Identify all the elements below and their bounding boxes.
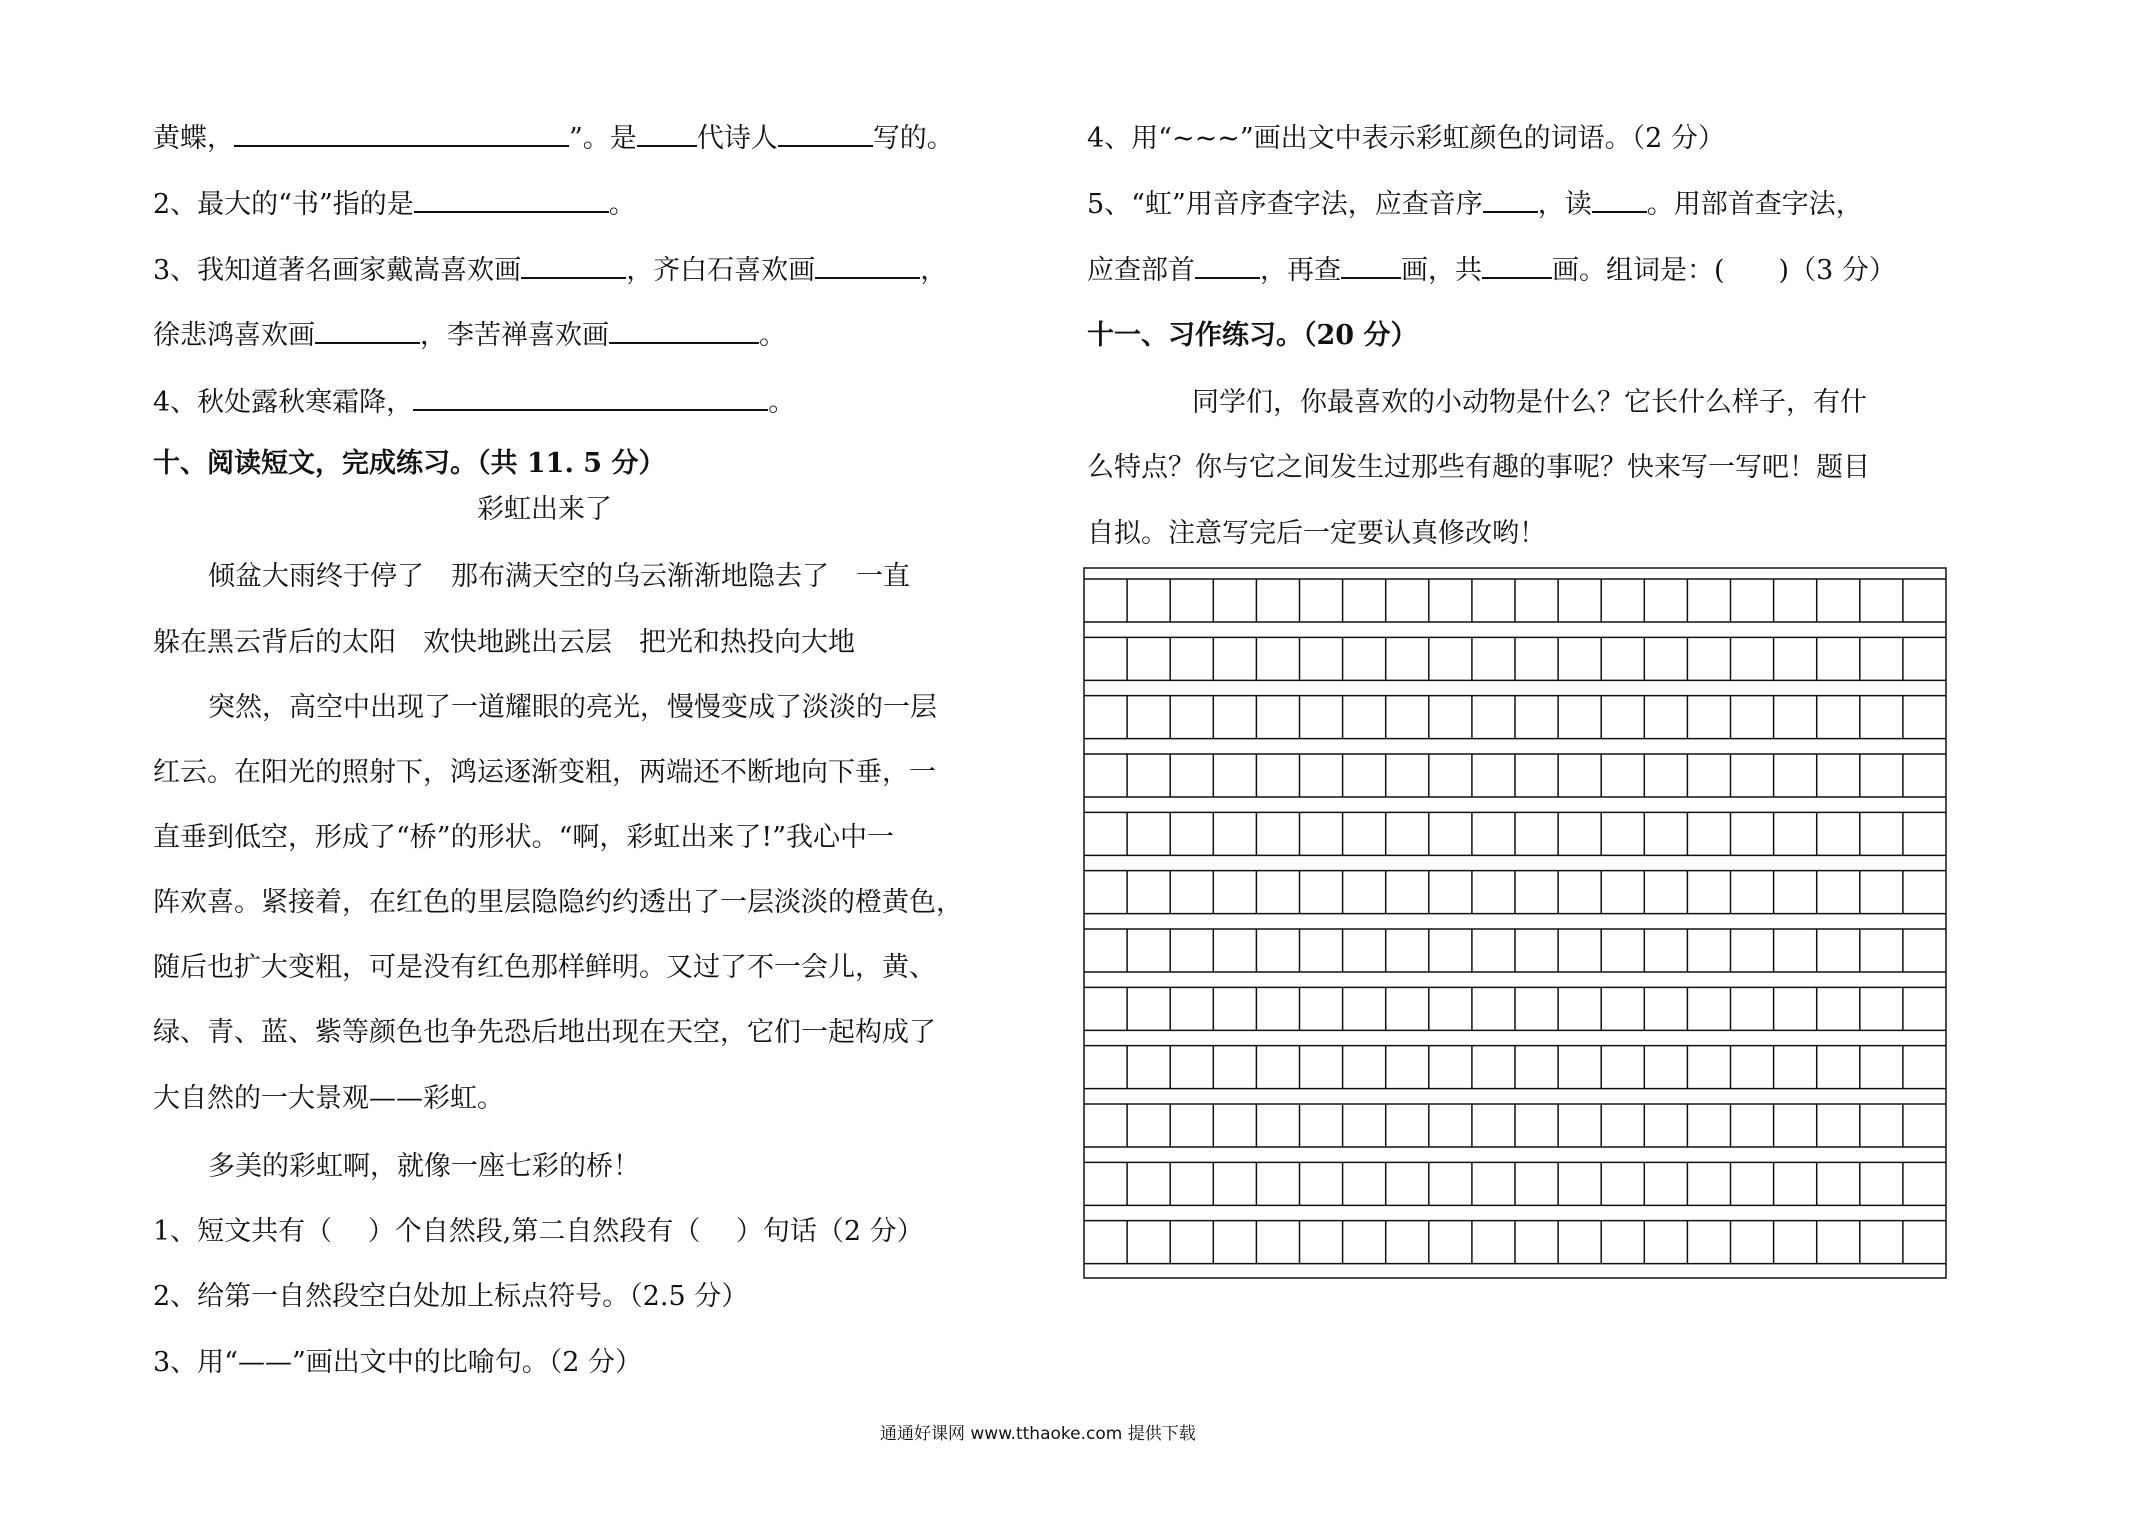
footer-credit: 通通好课网 www.tthaoke.com 提供下载 <box>880 1424 1196 1444</box>
reading-question-2: 2、给第一自然段空白处加上标点符号。（2.5 分） <box>153 1281 749 1312</box>
question-3-cont <box>153 318 786 356</box>
answer-blank[interactable] <box>234 121 569 147</box>
text: 。用部首查字法， <box>1646 189 1863 220</box>
passage-line: 倾盆大雨终于停了 那布满天空的乌云渐渐地隐去了 一直 <box>208 561 910 592</box>
reading-question-4: 4、用“~~~”画出文中表示彩虹颜色的词语。（2 分） <box>1087 123 1725 154</box>
passage-title: 彩虹出来了 <box>477 494 612 525</box>
fill-line-1 <box>153 121 954 159</box>
passage-line: 随后也扩大变粗，可是没有红色那样鲜明。又过了不一会儿，黄、 <box>153 952 936 983</box>
text: 3、我知道著名画家戴嵩喜欢画 <box>153 255 522 286</box>
writing-grid[interactable] <box>1083 567 1947 1279</box>
section-11-heading: 十一、习作练习。（20 分） <box>1087 320 1418 351</box>
question-2 <box>153 187 636 225</box>
answer-blank[interactable] <box>778 121 873 147</box>
answer-blank[interactable] <box>1195 253 1260 279</box>
answer-blank[interactable] <box>1483 187 1538 213</box>
text: 写的。 <box>872 123 954 154</box>
text: 代诗人 <box>696 123 778 154</box>
passage-line: 躲在黑云背后的太阳 欢快地跳出云层 把光和热投向大地 <box>153 627 855 658</box>
question-4 <box>153 385 795 423</box>
text: 。 <box>759 320 786 351</box>
answer-blank[interactable] <box>815 253 920 279</box>
text: ， <box>920 255 948 286</box>
passage-line: 绿、青、蓝、紫等颜色也争先恐后地出现在天空，它们一起构成了 <box>153 1017 936 1048</box>
text: 画。组词是：( )（3 分） <box>1552 255 1896 286</box>
answer-blank[interactable] <box>413 385 768 411</box>
answer-blank[interactable] <box>609 318 759 344</box>
text: 画，共 <box>1401 255 1482 286</box>
reading-question-1: 1、短文共有（ ）个自然段,第二自然段有（ ）句话（2 分） <box>153 1216 924 1247</box>
text: 2、最大的“书”指的是 <box>153 189 414 220</box>
passage-line: 红云。在阳光的照射下，鸿运逐渐变粗，两端还不断地向下垂，一 <box>153 757 936 788</box>
answer-blank[interactable] <box>1592 187 1647 213</box>
reading-question-3: 3、用“——”画出文中的比喻句。（2 分） <box>153 1347 643 1378</box>
writing-prompt: 自拟。注意写完后一定要认真修改哟！ <box>1087 518 1546 549</box>
reading-question-5 <box>1087 187 1863 225</box>
text: 4、秋处露秋寒霜降， <box>153 387 414 418</box>
answer-blank[interactable] <box>637 121 697 147</box>
text: 。 <box>768 387 796 418</box>
text: 黄蝶， <box>153 123 234 154</box>
passage-line: 直垂到低空，形成了“桥”的形状。“啊，彩虹出来了!”我心中一 <box>153 822 895 853</box>
writing-prompt: 同学们，你最喜欢的小动物是什么？它长什么样子，有什 <box>1192 387 1867 418</box>
passage-line: 突然，高空中出现了一道耀眼的亮光，慢慢变成了淡淡的一层 <box>208 692 937 723</box>
reading-question-5-cont <box>1087 253 1896 291</box>
text: ，读 <box>1537 189 1592 220</box>
text: 。 <box>608 189 636 220</box>
passage-line: 多美的彩虹啊，就像一座七彩的桥！ <box>208 1151 640 1182</box>
text: ”。是 <box>569 123 637 154</box>
answer-blank[interactable] <box>521 253 626 279</box>
text: ，李苦禅喜欢画 <box>420 320 609 351</box>
passage-line: 阵欢喜。紧接着，在红色的里层隐隐约约透出了一层淡淡的橙黄色， <box>153 887 963 918</box>
text: 应查部首 <box>1087 255 1195 286</box>
answer-blank[interactable] <box>315 318 420 344</box>
text: ，齐白石喜欢画 <box>626 255 816 286</box>
answer-blank[interactable] <box>1341 253 1401 279</box>
answer-blank[interactable] <box>1482 253 1552 279</box>
text: 徐悲鸿喜欢画 <box>153 320 315 351</box>
text: 5、“虹”用音序查字法，应查音序 <box>1087 189 1483 220</box>
answer-blank[interactable] <box>414 187 609 213</box>
section-10-heading: 十、阅读短文，完成练习。（共 11. 5 分） <box>153 448 666 479</box>
passage-line: 大自然的一大景观——彩虹。 <box>153 1083 504 1114</box>
writing-prompt: 么特点？你与它之间发生过那些有趣的事呢？快来写一写吧！题目 <box>1087 452 1870 483</box>
question-3 <box>153 253 947 291</box>
text: ，再查 <box>1260 255 1341 286</box>
